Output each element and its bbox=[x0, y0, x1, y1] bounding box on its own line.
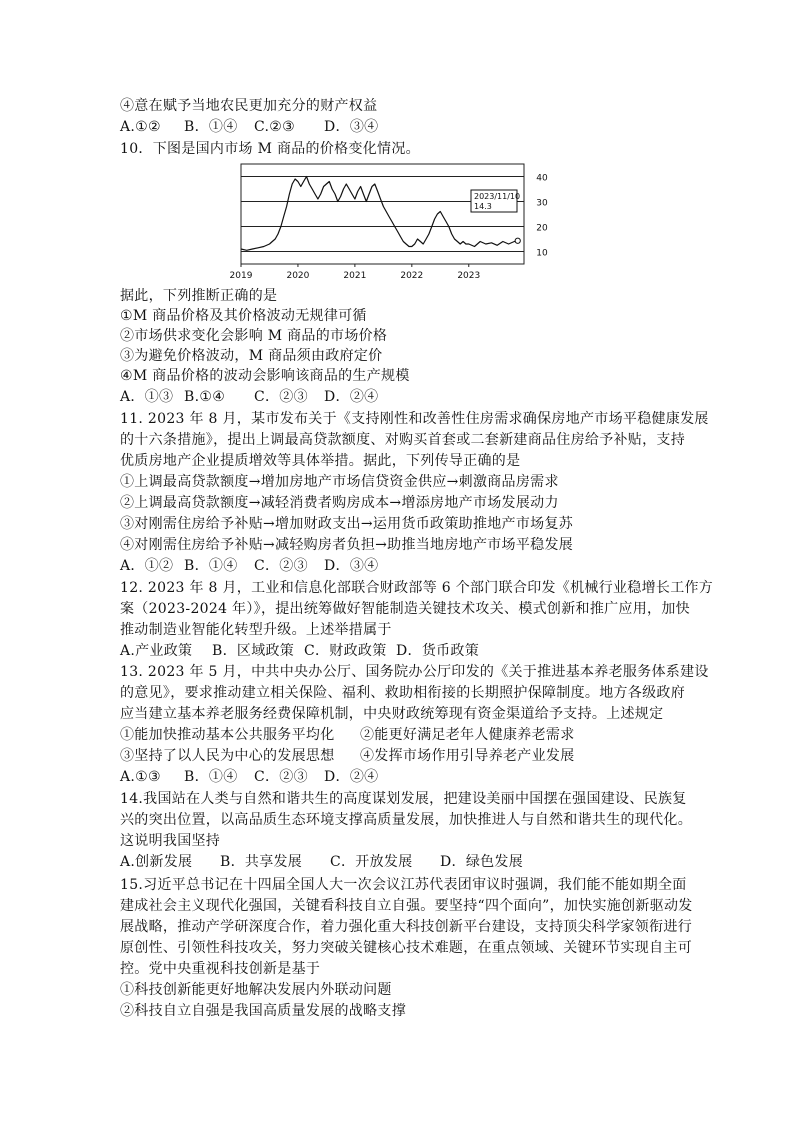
q12-stem-line-2: 案（2023-2024 年）》，提出统筹做好智能制造关键技术攻关、模式创新和推广应用，加快 bbox=[120, 601, 690, 617]
q15-stem-line-5: 控。党中央重视科技创新是基于 bbox=[120, 961, 321, 977]
q13-option-d: D．②④ bbox=[324, 769, 379, 785]
q12-option-c: C．财政政策 bbox=[304, 643, 387, 659]
q15-stem-line-4: 原创性、引领性科技攻关，努力突破关键核心技术难题，在重点领域、关键环节实现自主可 bbox=[120, 940, 692, 956]
chart-x-tick-label-2022: 2022 bbox=[400, 271, 424, 281]
q14-option-d: D．绿色发展 bbox=[440, 854, 524, 870]
chart-frame bbox=[241, 164, 524, 264]
q12-options bbox=[120, 641, 479, 661]
q9-option-b: B．①④ bbox=[184, 119, 238, 135]
chart-y-tick-label-30: 30 bbox=[536, 198, 548, 209]
q10-item-1: ①M 商品价格及其价格波动无规律可循 bbox=[120, 308, 367, 324]
q12-stem-line-1: 12. 2023 年 8 月，工业和信息化部联合财政部等 6 个部门联合印发《机械行业稳增长工作方 bbox=[120, 580, 714, 596]
q15-stem-line-1: 15.习近平总书记在十四届全国人大一次会议江苏代表团审议时强调，我们能不能如期全面 bbox=[120, 877, 687, 893]
chart-y-tick-label-20: 20 bbox=[536, 223, 548, 234]
price-chart bbox=[229, 160, 554, 282]
q13-stem-line-2: 的意见》，要求推动建立相关保险、福利、救助相衔接的长期照护保障制度。地方各级政府 bbox=[120, 685, 685, 701]
q11-options bbox=[120, 556, 378, 576]
chart-y-tick-label-40: 40 bbox=[536, 173, 548, 184]
q13-item-1: ①能加快推动基本公共服务平均化 bbox=[120, 727, 335, 743]
q10-item-2: ②市场供求变化会影响 M 商品的市场价格 bbox=[120, 328, 388, 344]
q10-options bbox=[120, 387, 378, 407]
q11-item-4: ④对刚需住房给予补贴→减轻购房者负担→助推当地房地产市场平稳发展 bbox=[120, 537, 574, 553]
q10-item-3: ③为避免价格波动，M 商品须由政府定价 bbox=[120, 348, 383, 364]
price-chart-svg bbox=[229, 160, 554, 282]
q14-options bbox=[120, 852, 523, 872]
q10-lead: 据此，下列推断正确的是 bbox=[120, 288, 278, 304]
q10-option-b: B.①④ bbox=[184, 389, 226, 405]
q11-item-3: ③对刚需住房给予补贴→增加财政支出→运用货币政策助推地产市场复苏 bbox=[120, 516, 574, 532]
q11-option-c: C．②③ bbox=[254, 558, 308, 574]
q15-item-2: ②科技自立自强是我国高质量发展的战略支撑 bbox=[120, 1003, 406, 1019]
chart-annotation-value: 14.3 bbox=[474, 202, 492, 211]
q10-stem: 10．下图是国内市场 M 商品的价格变化情况。 bbox=[120, 141, 420, 157]
q12-option-d: D．货币政策 bbox=[396, 643, 480, 659]
q13-stem-line-3: 应当建立基本养老服务经费保障机制，中央财政统筹现有资金渠道给予支持。上述规定 bbox=[120, 706, 664, 722]
q14-option-c: C．开放发展 bbox=[330, 854, 413, 870]
q12-option-a: A.产业政策 bbox=[120, 643, 193, 659]
chart-series-line-0 bbox=[241, 177, 521, 251]
q10-option-c: C．②③ bbox=[254, 389, 308, 405]
q10-item-4: ④M 商品价格的波动会影响该商品的生产规模 bbox=[120, 368, 410, 384]
q9-options bbox=[120, 117, 378, 137]
q11-item-1: ①上调最高贷款额度→增加房地产市场信贷资金供应→刺激商品房需求 bbox=[120, 474, 559, 490]
q12-option-b: B．区域政策 bbox=[212, 643, 295, 659]
q15-stem-line-2: 建成社会主义现代化强国，关键看科技自立自强。要坚持“四个面向”，加快实施创新驱动发 bbox=[120, 898, 693, 914]
q13-option-c: C．②③ bbox=[254, 769, 308, 785]
q15-stem-line-3: 展战略，推动产学研深度合作，着力强化重大科技创新平台建设，支持顶尖科学家领衔进行 bbox=[120, 919, 692, 935]
q9-option-a: A.①② bbox=[120, 119, 161, 135]
q11-option-a: A．①② bbox=[120, 558, 174, 574]
q12-stem-line-3: 推动制造业智能化转型升级。上述举措属于 bbox=[120, 622, 392, 638]
q13-option-a: A.①③ bbox=[120, 769, 161, 785]
q13-item-2: ②能更好满足老年人健康养老需求 bbox=[360, 727, 575, 743]
chart-y-tick-label-10: 10 bbox=[536, 248, 548, 259]
q11-stem-line-3: 优质房地产企业提质增效等具体举措。据此，下列传导正确的是 bbox=[120, 453, 521, 469]
chart-x-tick-label-2020: 2020 bbox=[286, 271, 310, 281]
q13-item-3: ③坚持了以人民为中心的发展思想 bbox=[120, 748, 335, 764]
q11-option-d: D．③④ bbox=[324, 558, 379, 574]
chart-x-tick-label-2021: 2021 bbox=[343, 271, 367, 281]
q13-stem-line-1: 13. 2023 年 5 月，中共中央办公厅、国务院办公厅印发的《关于推进基本养老服务体系建设 bbox=[120, 664, 709, 680]
q11-option-b: B．①④ bbox=[184, 558, 238, 574]
q13-items-row-2 bbox=[120, 746, 575, 766]
q9-item-4: ④意在赋予当地农民更加充分的财产权益 bbox=[120, 98, 378, 114]
q13-option-b: B．①④ bbox=[184, 769, 238, 785]
q13-item-4: ④发挥市场作用引导养老产业发展 bbox=[360, 748, 575, 764]
q10-option-d: D．②④ bbox=[324, 389, 379, 405]
q15-item-1: ①科技创新能更好地解决发展内外联动问题 bbox=[120, 982, 392, 998]
q9-option-c: C.②③ bbox=[254, 119, 295, 135]
q13-options bbox=[120, 767, 378, 787]
chart-annotation-date: 2023/11/10 bbox=[474, 192, 521, 201]
q14-stem-line-2: 兴的突出位置，以高品质生态环境支撑高质量发展，加快推进人与自然和谐共生的现代化。 bbox=[120, 812, 692, 828]
chart-x-tick-label-2023: 2023 bbox=[457, 271, 481, 281]
chart-last-point bbox=[515, 238, 520, 243]
q14-option-a: A.创新发展 bbox=[120, 854, 193, 870]
q11-stem-line-2: 的十六条措施》，提出上调最高贷款额度、对购买首套或二套新建商品住房给予补贴，支持 bbox=[120, 432, 685, 448]
q14-option-b: B．共享发展 bbox=[220, 854, 303, 870]
q9-option-d: D．③④ bbox=[324, 119, 379, 135]
q11-item-2: ②上调最高贷款额度→减轻消费者购房成本→增添房地产市场发展动力 bbox=[120, 495, 559, 511]
chart-x-tick-label-2019: 2019 bbox=[229, 271, 253, 281]
q13-items-row-1 bbox=[120, 725, 575, 745]
q11-stem-line-1: 11. 2023 年 8 月，某市发布关于《支持刚性和改善性住房需求确保房地产市场平稳健康发展 bbox=[120, 411, 709, 427]
q14-stem-line-1: 14.我国站在人类与自然和谐共生的高度谋划发展，把建设美丽中国摆在强国建设、民族复 bbox=[120, 791, 687, 807]
q14-stem-line-3: 这说明我国坚持 bbox=[120, 833, 221, 849]
q10-option-a: A．①③ bbox=[120, 389, 174, 405]
